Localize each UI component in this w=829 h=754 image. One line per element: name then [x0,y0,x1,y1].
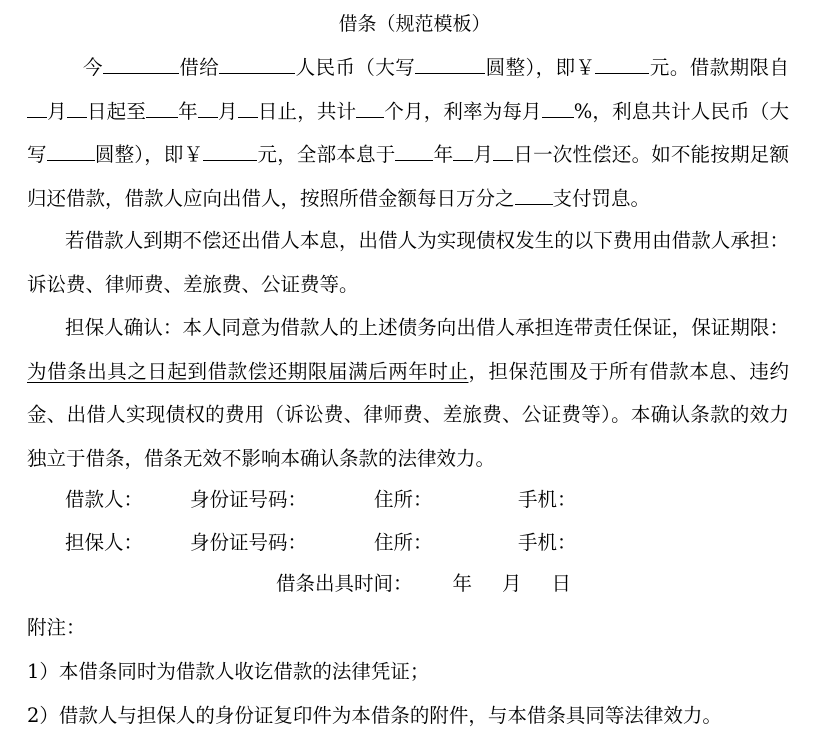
guarantor-label: 担保人： [65,531,144,554]
text-zhifu: 支付罚息。 [552,186,651,210]
guarantor-pre: 担保人确认：本人同意为借款人的上述债务向出借人承担连带责任保证，保证期限： [65,316,789,339]
text-rmb-daxie: 人民币（大写 [295,56,416,79]
borrower-label: 借款人： [65,488,144,511]
issue-year: 年 [452,572,473,595]
guarantor-paragraph [27,306,789,480]
end-year-blank[interactable] [146,96,178,117]
guarantor-phone-label: 手机： [518,531,577,554]
expenses-paragraph: 若借款人到期不偿还出借人本息，出借人为实现债权发生的以下费用由借款人承担：诉讼费、律师费、差旅费、公证费等。 [27,229,789,296]
text-lixi: %，利息共计人民币（大 [573,99,789,123]
text-zhi-gongji: 日止，共计 [257,99,357,123]
borrower-name-blank[interactable] [103,53,179,74]
issue-date-label: 借条出具时间： [276,572,413,595]
text-yue-3: 月 [473,143,494,166]
guarantee-period-underlined: 为借条出具之日起到借款偿还期限届满后两年时止 [27,359,469,383]
text-nian-2: 年 [178,99,198,123]
end-day-blank[interactable] [238,96,258,117]
text-yue-1: 月 [47,99,67,123]
penalty-rate-blank[interactable] [515,183,553,204]
issue-month: 月 [502,572,522,595]
issue-date-line [276,568,571,596]
borrower-phone-label: 手机： [518,488,577,511]
text-yue-2: 月 [217,99,238,123]
text-qizhi: 日起至 [86,99,147,123]
start-month-blank[interactable] [27,96,47,117]
note-item: 1）本借条同时为借款人收讫借款的法律凭证； [27,660,430,683]
end-month-blank[interactable] [198,96,218,117]
text-jiegei: 借给 [178,56,220,79]
interest-capital-blank[interactable] [47,140,95,161]
text-yuanzheng: 圆整），即￥ [485,56,596,79]
issue-day: 日 [551,572,572,595]
lender-name-blank[interactable] [219,53,295,74]
repay-month-blank[interactable] [453,140,473,161]
text-benxi: 元，全部本息于 [257,143,396,166]
interest-rate-blank[interactable] [542,96,574,117]
note-item: 2）借款人与担保人的身份证复印件为本借条的附件，与本借条具同等法律效力。 [27,704,722,727]
start-day-blank[interactable] [67,96,87,117]
text-yici: 日一次性偿还。如不能按期足额归还借款，借款人应向出借人，按照所借金额每日万分之 [27,143,789,210]
interest-number-blank[interactable] [203,140,257,161]
loan-terms-paragraph [27,46,789,220]
term-months-blank[interactable] [356,96,384,117]
text-qixian: 元。借款期限自 [649,56,789,79]
borrower-id-label: 身份证号码： [190,488,308,511]
amount-capital-blank[interactable] [415,53,485,74]
repay-day-blank[interactable] [493,140,513,161]
document-title: 借条（规范模板） [338,13,491,35]
text-jin: 今 [83,56,103,79]
borrower-address-label: 住所： [374,488,433,511]
guarantor-address-label: 住所： [374,531,433,554]
text-lilv: 个月，利率为每月 [384,99,542,123]
amount-number-blank[interactable] [595,53,649,74]
text-xie: 写 [27,143,47,166]
guarantor-post: ，担保范围及于所有借款本息、违约金、出借人实现债权的费用（诉讼费、律师费、差旅费、公证费等）。本确认条款的效力独立于借条，借条无效不影响本确认条款的法律效力。 [27,359,789,470]
notes-heading: 附注： [27,616,86,639]
repay-year-blank[interactable] [395,140,433,161]
guarantor-id-label: 身份证号码： [190,531,308,554]
text-nian-3: 年 [433,143,454,166]
text-yuanzheng-2: 圆整），即￥ [94,143,204,166]
